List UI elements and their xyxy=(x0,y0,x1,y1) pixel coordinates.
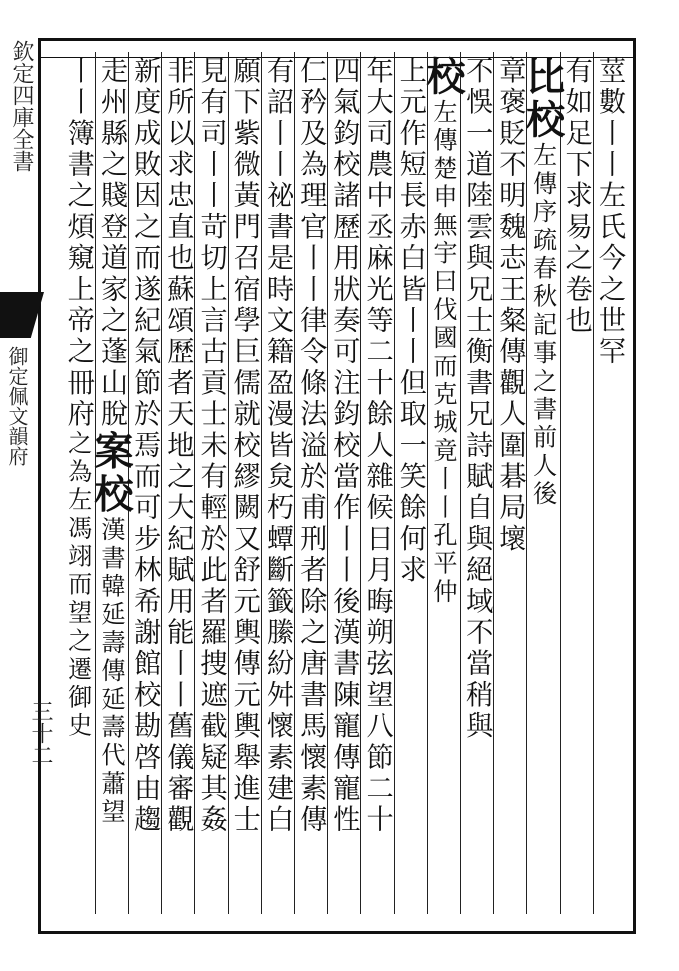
annotation-text: 之為左馮翊而望之遷御史 xyxy=(63,430,92,741)
text-column xyxy=(560,56,593,916)
column-divider xyxy=(161,52,162,914)
column-divider xyxy=(394,52,395,914)
text-column xyxy=(194,56,227,916)
text-column xyxy=(419,56,466,916)
column-divider xyxy=(95,52,96,914)
text-column xyxy=(460,56,493,916)
annotation-text: 漢書韓延壽傳延壽代蕭望 xyxy=(96,516,125,828)
column-text: 上元作短長赤白皆丨丨但取一笑餘何求 xyxy=(394,56,426,587)
page-number: 三十二 xyxy=(28,700,53,766)
text-column xyxy=(294,56,327,916)
column-divider xyxy=(228,52,229,914)
column-divider xyxy=(493,52,494,914)
text-column xyxy=(261,56,294,916)
text-column xyxy=(228,56,261,916)
text-column xyxy=(493,56,526,916)
column-text: 有如足下求易之卷也 xyxy=(560,56,592,337)
column-text: 有詔丨丨祕書是時文籍盈漫皆炱朽蟫斷籤縢紛舛懷素建白 xyxy=(261,56,293,836)
entry-heading: 案校 xyxy=(87,430,134,517)
column-text: 非所以求忠直也蘇頌歷者天地之大紀賦用能丨丨舊儀審觀 xyxy=(162,56,194,836)
column-divider xyxy=(261,52,262,914)
column-divider xyxy=(593,52,594,914)
margin-header: 欽定四庫全書 xyxy=(9,40,34,172)
column-text: 走州縣之賤登道家之蓬山脫 xyxy=(95,56,127,431)
text-column xyxy=(161,56,194,916)
column-divider xyxy=(294,52,295,914)
entry-heading: 比校 xyxy=(519,56,566,143)
column-divider xyxy=(327,52,328,914)
column-text: 願下紫微黃門召宿學巨儒就校繆闕又舒元輿傳元輿舉進士 xyxy=(228,56,260,836)
entry-heading: 校 xyxy=(419,56,466,100)
text-column xyxy=(593,56,626,916)
column-text: 丨丨左氏今之世罕 xyxy=(593,118,625,369)
text-column xyxy=(327,56,360,916)
column-divider xyxy=(460,52,461,914)
column-text: 不悞一道陸雲與兄士衡書兄詩賦自與絕域不當稍與 xyxy=(461,56,493,743)
column-text: 見有司丨丨苛切上言古貢士未有輕於此者羅捜遮截疑其姦 xyxy=(195,56,227,836)
column-text: 丨丨簿書之煩窺上帝之冊府 xyxy=(62,56,94,431)
annotation-text: 左傳序疏春秋記事之書前人後 xyxy=(528,142,557,510)
column-text: 仁矜及為理官丨丨律令條法溢於甫刑者除之唐書馬懷素傳 xyxy=(295,56,327,836)
text-column xyxy=(519,56,566,916)
column-divider xyxy=(427,52,428,914)
column-text: 四氣鈞校諸歷用狀奏可注鈞校當作丨丨後漢書陳寵傳寵性 xyxy=(328,56,360,836)
column-text: 新度成敗因之而遂紀氣節於焉而可步林希謝館校勘啓由趨 xyxy=(129,56,161,836)
text-column xyxy=(394,56,427,916)
column-divider xyxy=(194,52,195,914)
column-divider xyxy=(526,52,527,914)
column-text: 莖數 xyxy=(593,56,625,119)
column-text: 章褒貶不明魏志王粲傳觀人圍碁局壞 xyxy=(494,56,526,556)
column-text: 年大司農中丞麻光等二十餘人雜候日月晦朔弦望八節二十 xyxy=(361,56,393,836)
text-column xyxy=(360,56,393,916)
text-column xyxy=(87,56,134,916)
annotation-text: 左傳楚申無宇曰伐國而克城竟丨丨孔平仲 xyxy=(428,99,457,607)
column-divider xyxy=(560,52,561,914)
book-title: 御定佩文韻府 xyxy=(5,346,29,466)
text-column xyxy=(62,56,95,916)
column-divider xyxy=(360,52,361,914)
